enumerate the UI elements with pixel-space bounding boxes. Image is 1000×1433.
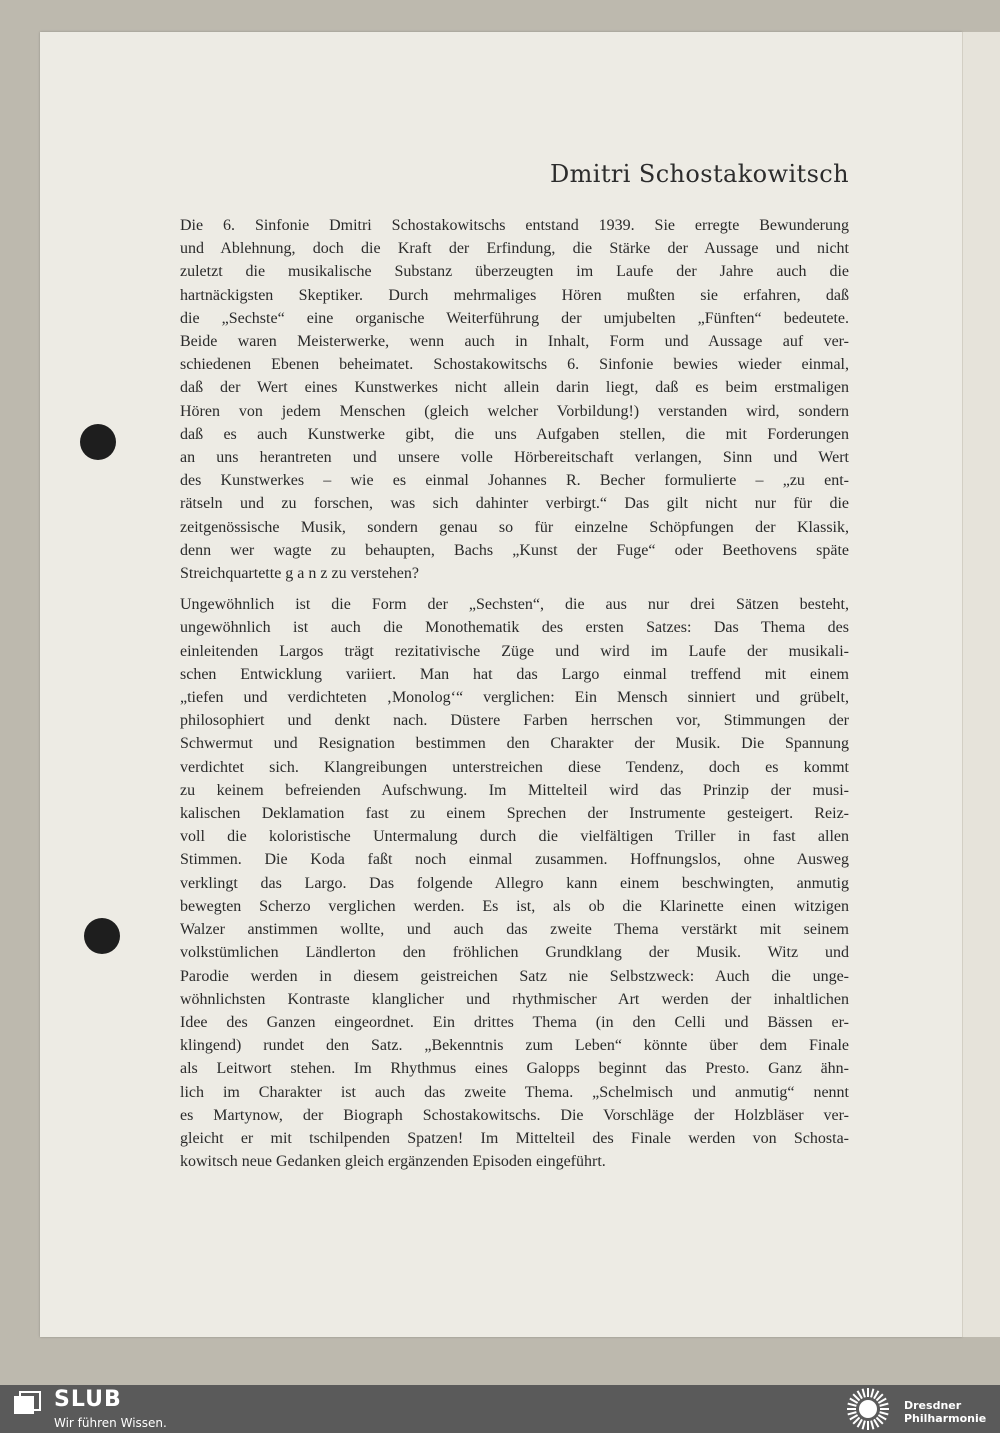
text-line: Stimmen. Die Koda faßt noch einmal zusammen. Hoffnungslos, ohne Ausweg [180, 851, 849, 869]
text-line: schiedenen Ebenen beheimatet. Schostakowitschs 6. Sinfonie bewies wieder einmal, [180, 356, 849, 374]
text-line: verdichtet sich. Klangreibungen unterstreichen diese Tendenz, doch es kommt [180, 758, 849, 776]
punch-hole-top [80, 424, 116, 460]
text-line: Ungewöhnlich ist die Form der „Sechsten“, die aus nur drei Sätzen besteht, [180, 596, 849, 614]
text-line: Parodie werden in diesem geistreichen Satz nie Selbstzweck: Auch die unge- [180, 967, 849, 985]
library-logo-text[interactable]: SLUB [54, 1387, 122, 1412]
text-line: zeitgenössische Musik, sondern genau so für einzelne Schöpfungen der Klassik, [180, 518, 849, 536]
text-line: zu keinem befreienden Aufschwung. Im Mittelteil wird das Prinzip der musi- [180, 781, 849, 799]
logo-ray [853, 1394, 859, 1400]
text-line: rätseln und zu forschen, was sich dahinter verbirgt.“ Das gilt nicht nur für die [180, 495, 849, 513]
paragraph-1 [180, 214, 849, 585]
text-line: Hören von jedem Menschen (gleich welcher Vorbildung!) verstanden wird, sondern [180, 402, 849, 420]
logo-ray [874, 1419, 879, 1427]
text-line: daß es auch Kunstwerke gibt, die uns Aufgaben stellen, die mit Forderungen [180, 425, 849, 443]
paragraph-gap [180, 585, 849, 593]
text-line: Die 6. Sinfonie Dmitri Schostakowitschs entstand 1939. Sie erregte Bewunderung [180, 217, 849, 234]
text-line: verklingt das Largo. Das folgende Allegro kann einem beschwingten, anmutig [180, 874, 849, 892]
logo-ray [858, 1419, 863, 1427]
logo-ray [850, 1415, 858, 1420]
logo-ray [858, 1391, 863, 1399]
text-line: daß der Wert eines Kunstwerkes nicht allein darin liegt, daß es beim erstmaligen [180, 379, 849, 397]
logo-ray [853, 1417, 859, 1423]
logo-ray [850, 1399, 858, 1404]
text-line: die „Sechste“ eine organische Weiterführung der umjubelten „Fünften“ bedeutete. [180, 309, 849, 327]
text-line: Idee des Ganzen eingeordnet. Ein drittes Thema (in den Celli und Bässen er- [180, 1013, 849, 1031]
text-line: als Leitwort stehen. Im Rhythmus eines Galopps beginnt das Presto. Ganz ähn- [180, 1060, 849, 1078]
text-line: es Martynow, der Biograph Schostakowitschs. Die Vorschläge der Holzbläser ver- [180, 1106, 849, 1124]
logo-core [859, 1400, 877, 1418]
punch-hole-bottom [84, 918, 120, 954]
text-line: ungewöhnlich ist auch die Monothematik des ersten Satzes: Das Thema des [180, 619, 849, 637]
text-line: Schwermut und Resignation bestimmen den Charakter der Musik. Die Spannung [180, 735, 849, 753]
text-line: wöhnlichsten Kontraste klanglicher und rhythmischer Art werden der inhaltlichen [180, 990, 849, 1008]
text-line: Walzer anstimmen wollte, und auch das zweite Thema verstärkt mit seinem [180, 921, 849, 939]
body-text [180, 214, 849, 1173]
philharmonie-logo-icon[interactable] [840, 1385, 896, 1433]
library-tagline: Wir führen Wissen. [54, 1416, 167, 1430]
text-line: volkstümlichen Ländlerton den fröhlichen Grundklang der Musik. Witz und [180, 944, 849, 962]
logo-ray [878, 1399, 886, 1404]
logo-ray [848, 1412, 857, 1414]
next-page-edge [962, 32, 1000, 1337]
text-line: bewegten Scherzo verglichen werden. Es ist, als ob die Klarinette einen witzigen [180, 897, 849, 915]
text-line: an uns herantreten und unsere volle Hörbereitschaft verlangen, Sinn und Wert [180, 449, 849, 467]
page-title: Dmitri Schostakowitsch [549, 160, 849, 188]
paragraph-2 [180, 593, 849, 1173]
text-line: zuletzt die musikalische Substanz überzeugten im Laufe der Jahre auch die [180, 263, 849, 281]
text-line: „tiefen und verdichteten ‚Monolog‘“ verglichen: Ein Mensch sinniert und grübelt, [180, 689, 849, 707]
text-line: und Ablehnung, doch die Kraft der Erfindung, die Stärke der Aussage und nicht [180, 240, 849, 258]
text-line: philosophiert und denkt nach. Düstere Farben herrschen vor, Stimmungen der [180, 712, 849, 730]
text-line: gleicht er mit tschilpenden Spatzen! Im Mittelteil des Finale werden von Schosta- [180, 1129, 849, 1147]
partner-name-line1: Dresdner [904, 1399, 962, 1412]
text-line: denn wer wagte zu behaupten, Bachs „Kunst der Fuge“ oder Beethovens späte [180, 541, 849, 559]
logo-ray [880, 1412, 889, 1414]
text-line: kalischen Deklamation fast zu einem Sprechen der Instrumente gesteigert. Reiz- [180, 805, 849, 823]
text-line: Streichquartette g a n z zu verstehen? [180, 565, 419, 583]
logo-ray [876, 1394, 882, 1400]
partner-name-line2: Philharmonie [904, 1412, 987, 1425]
text-line: einleitenden Largos trägt rezitativische Züge und wird im Laufe der musikali- [180, 642, 849, 660]
logo-ray [880, 1404, 889, 1406]
text-line: hartnäckigsten Skeptiker. Durch mehrmaliges Hören mußten sie erfahren, daß [180, 286, 849, 304]
logo-ray [863, 1421, 865, 1430]
text-line: schen Entwicklung variiert. Man hat das Largo einmal treffend mit einem [180, 665, 849, 683]
text-line: klingend) rundet den Satz. „Bekenntnis zum Leben“ könnte über dem Finale [180, 1037, 849, 1055]
logo-ray [876, 1417, 882, 1423]
text-line: des Kunstwerkes – wie es einmal Johannes R. Becher formulierte – „zu ent- [180, 472, 849, 490]
slub-logo-icon [12, 1390, 42, 1416]
logo-ray [863, 1389, 865, 1398]
text-line: kowitsch neue Gedanken gleich ergänzenden Episoden eingeführt. [180, 1153, 606, 1171]
logo-ray [871, 1389, 873, 1398]
logo-ray [878, 1415, 886, 1420]
text-line: voll die koloristische Untermalung durch die vielfältigen Triller in fast allen [180, 828, 849, 846]
logo-ray [874, 1391, 879, 1399]
logo-ray [848, 1404, 857, 1406]
text-line: lich im Charakter ist auch das zweite Thema. „Schelmisch und anmutig“ nennt [180, 1083, 849, 1101]
text-line: Beide waren Meisterwerke, wenn auch in Inhalt, Form und Aussage auf ver- [180, 333, 849, 351]
logo-ray [871, 1421, 873, 1430]
